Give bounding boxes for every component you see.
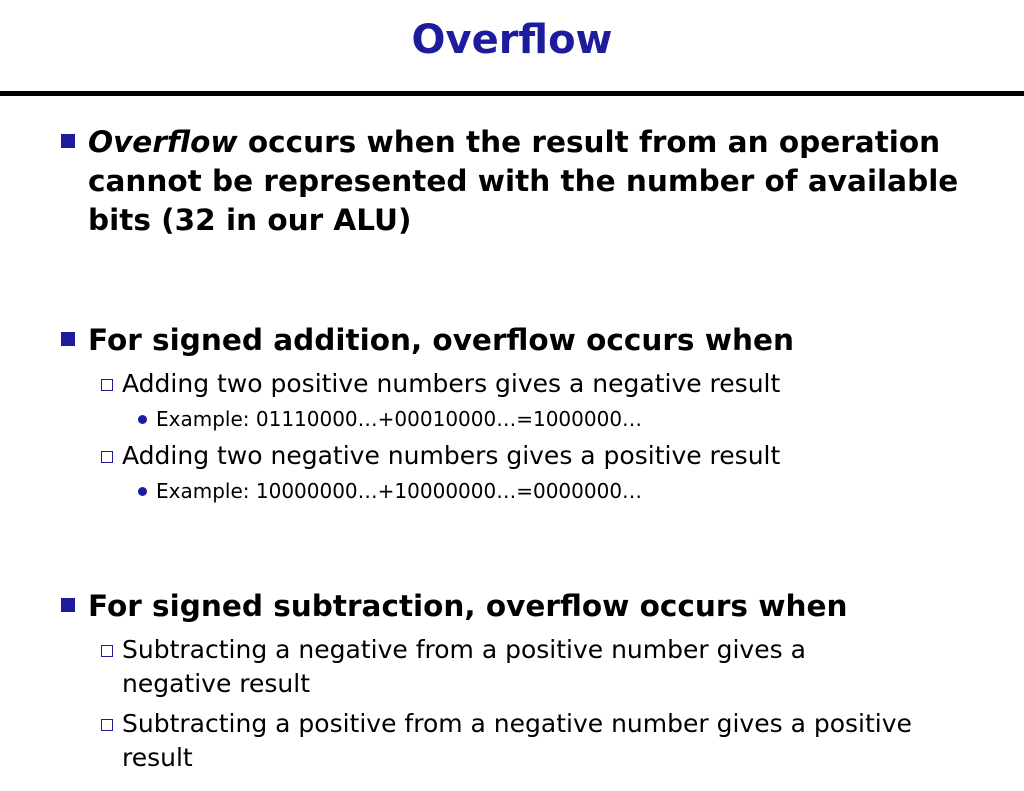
example-positive-addition-text: Example: 01110000…+00010000…=1000000… [156, 407, 643, 431]
example-negative-addition-text: Example: 10000000…+10000000…=0000000… [156, 479, 643, 503]
overflow-term: Overflow [88, 125, 238, 159]
sub-bullet-negative-from-positive [122, 633, 922, 701]
hollow-square-bullet-icon [101, 451, 113, 463]
hollow-square-bullet-icon [101, 719, 113, 731]
positive-addition-text: Adding two positive numbers gives a negative result [122, 369, 781, 398]
dot-bullet-icon [138, 415, 147, 424]
square-bullet-icon [61, 332, 75, 346]
positive-from-negative-text: Subtracting a positive from a negative number gives a positive result [122, 709, 912, 772]
negative-addition-text: Adding two negative numbers gives a positive result [122, 441, 781, 470]
bullet-overflow-definition [88, 123, 988, 240]
sub-bullet-positive-from-negative [122, 707, 922, 775]
example-negative-addition [156, 477, 956, 505]
overflow-definition-text: occurs when the result from an operation cannot be represented with the number of available bits (32 in our ALU) [88, 125, 959, 237]
negative-from-positive-text: Subtracting a negative from a positive number gives a negative result [122, 635, 806, 698]
square-bullet-icon [61, 598, 75, 612]
square-bullet-icon [61, 134, 75, 148]
example-positive-addition [156, 405, 956, 433]
hollow-square-bullet-icon [101, 645, 113, 657]
sub-bullet-positive-addition [122, 367, 922, 401]
title-divider [0, 91, 1024, 96]
signed-subtraction-text: For signed subtraction, overflow occurs when [88, 589, 848, 623]
dot-bullet-icon [138, 487, 147, 496]
sub-bullet-negative-addition [122, 439, 922, 473]
bullet-signed-subtraction [88, 587, 988, 626]
signed-addition-text: For signed addition, overflow occurs when [88, 323, 795, 357]
hollow-square-bullet-icon [101, 379, 113, 391]
slide-title: Overflow [411, 17, 613, 63]
bullet-signed-addition [88, 321, 988, 360]
